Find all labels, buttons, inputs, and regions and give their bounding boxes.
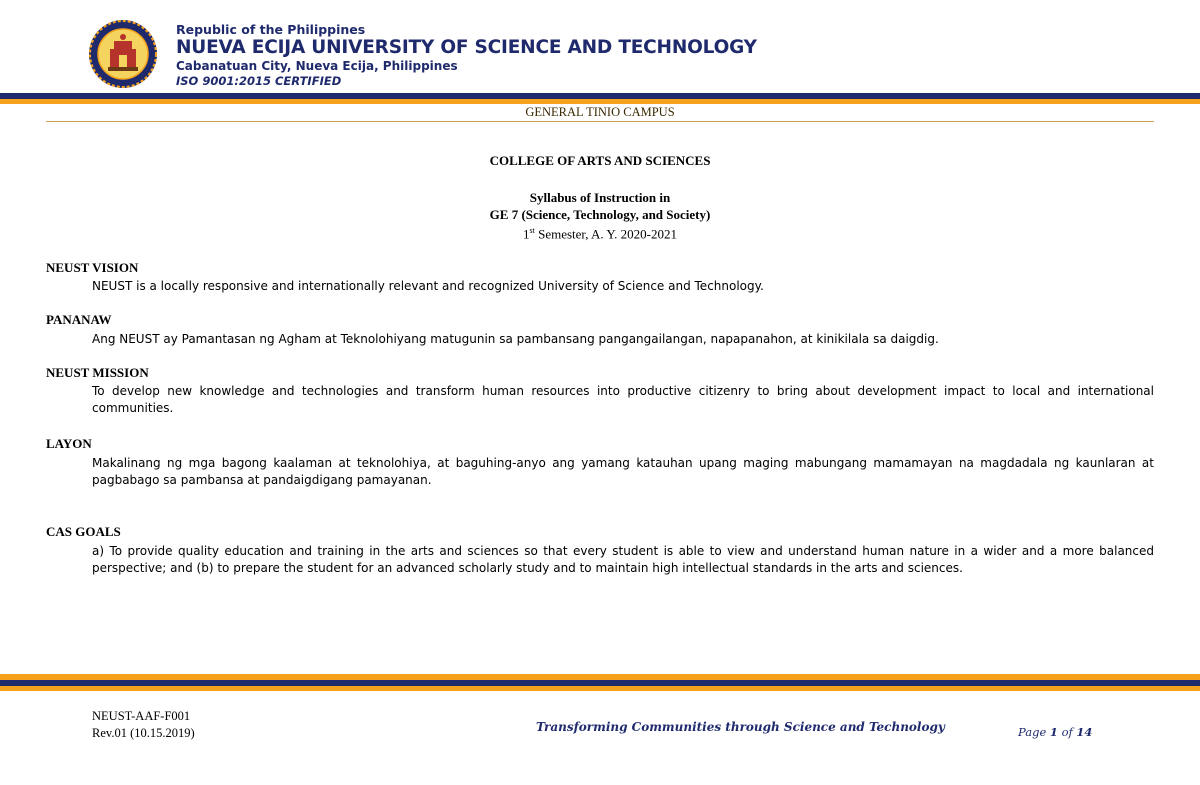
mission-title: NEUST MISSION — [46, 365, 149, 380]
republic-text: Republic of the Philippines — [176, 22, 366, 37]
revision-code: Rev.01 (10.15.2019) — [92, 726, 195, 740]
university-header — [176, 22, 757, 89]
goals-title: CAS GOALS — [46, 524, 121, 539]
vision-body: NEUST is a locally responsive and internationally relevant and recognized University of Science and Technology. — [92, 279, 764, 293]
university-seal-logo — [88, 19, 158, 89]
pananaw-title: PANANAW — [46, 312, 112, 327]
course-title: GE 7 (Science, Technology, and Society) — [489, 207, 711, 222]
campus-divider — [46, 121, 1154, 122]
college-title: COLLEGE OF ARTS AND SCIENCES — [489, 153, 711, 168]
mission-body: To develop new knowledge and technologies and transform human resources into productive citizenry to bring about development impact to local and international communities. — [92, 384, 1154, 415]
footer-tagline: Transforming Communities through Science and Technology — [536, 720, 945, 734]
campus-name: GENERAL TINIO CAMPUS — [525, 105, 675, 119]
layon-body: Makalinang ng mga bagong kaalaman at teknolohiya, at baguhing-anyo ang yamang katauhan upang maging mabungang mamamayan na magdadala ng kaunlaran at pagbabago sa pambansa at pandaigdigang pamayanan. — [92, 456, 1154, 487]
form-code: NEUST-AAF-F001 — [92, 709, 191, 723]
university-name: NUEVA ECIJA UNIVERSITY OF SCIENCE AND TECHNOLOGY — [176, 37, 757, 58]
syllabus-heading: Syllabus of Instruction in — [529, 190, 671, 205]
layon-title: LAYON — [46, 436, 92, 451]
semester-line: 1st Semester, A. Y. 2020-2021 — [523, 226, 677, 242]
iso-certification: ISO 9001:2015 CERTIFIED — [176, 74, 342, 88]
university-location: Cabanatuan City, Nueva Ecija, Philippines — [176, 59, 458, 73]
goals-body: a) To provide quality education and training in the arts and sciences so that every student is able to view and understand human nature in a wider and a more balanced perspective; and (b) to prepare the student for an advanced scholarly study and to maintain high intellectual standards in the arts and sciences. — [92, 544, 1154, 575]
page-number: Page 1 of 14 — [1018, 725, 1093, 739]
pananaw-body: Ang NEUST ay Pamantasan ng Agham at Teknolohiyang matugunin sa pambansang pangangailangan, napapanahon, at kinikilala sa daigdig. — [92, 332, 939, 346]
footer-orange-band-lower — [0, 686, 1200, 691]
header-orange-band — [0, 99, 1200, 104]
vision-title: NEUST VISION — [46, 260, 139, 275]
